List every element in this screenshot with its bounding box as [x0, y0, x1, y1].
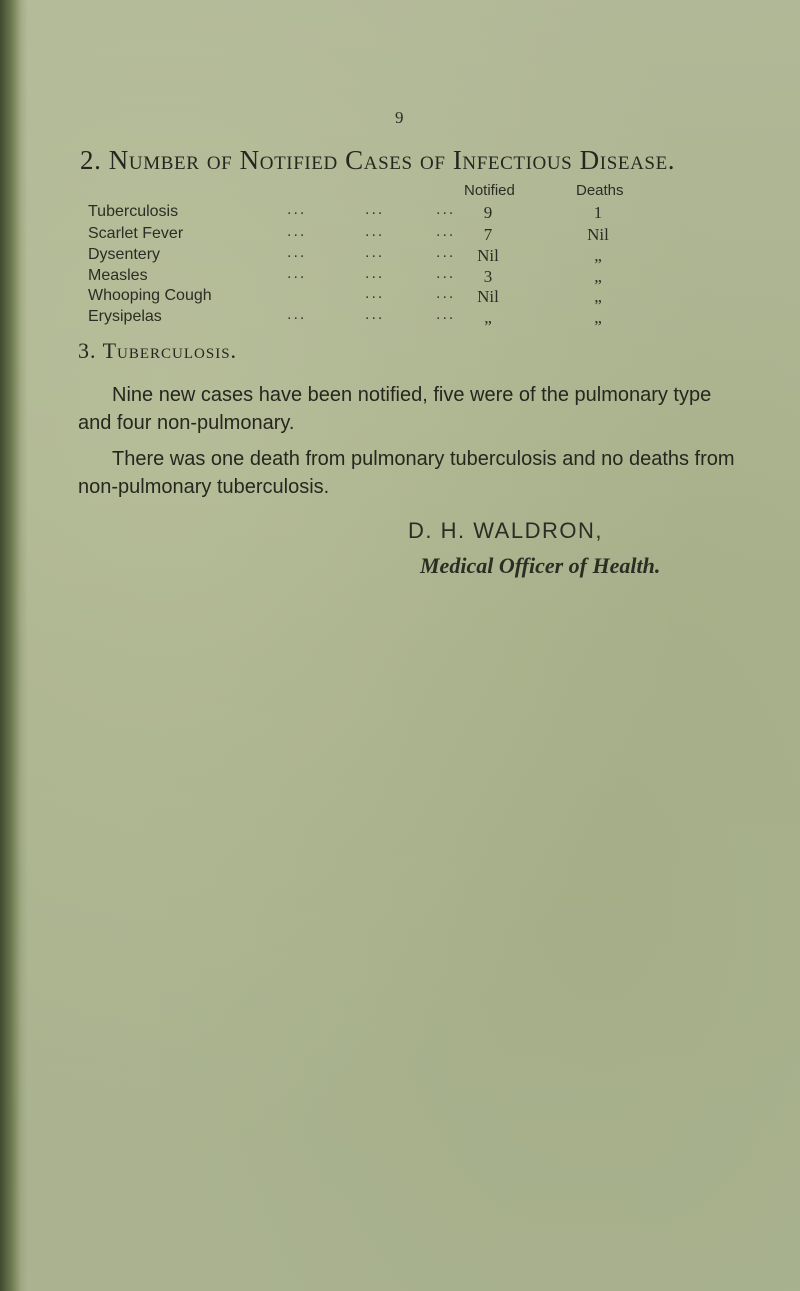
section-3-heading: 3. Tuberculosis. [78, 338, 238, 363]
page-binding-edge [0, 0, 28, 1291]
table-row [0, 308, 800, 330]
body-paragraph: Nine new cases have been notified, five were of the pulmonary type and four non-pulmonary. [78, 384, 712, 434]
page-number: 9 [395, 108, 404, 127]
body-paragraph: There was one death from pulmonary tuberculosis and no deaths from non-pulmonary tuberculosis. [78, 448, 735, 498]
dot-leader: ... [365, 223, 385, 240]
deaths-count: „ [594, 246, 602, 265]
disease-name: Scarlet Fever [88, 225, 184, 242]
notified-count: 7 [483, 225, 493, 244]
dot-leader: ... [365, 285, 385, 302]
table-row [0, 267, 800, 289]
dot-leader: ... [287, 223, 307, 240]
dot-leader: ... [287, 201, 307, 218]
deaths-count: „ [594, 267, 602, 286]
signature-title: Medical Officer of Health. [420, 553, 661, 578]
dot-leader: ... [287, 244, 307, 261]
deaths-count: „ [594, 287, 602, 306]
dot-leader: ... [365, 244, 385, 261]
notified-count: „ [484, 308, 492, 327]
signature-name: D. H. WALDRON, [408, 518, 603, 543]
notified-count: 3 [483, 267, 493, 286]
table-row [0, 203, 800, 225]
table-row [0, 287, 800, 309]
table-row [0, 246, 800, 268]
deaths-column-header: Deaths [576, 182, 624, 199]
disease-name: Dysentery [88, 246, 161, 263]
disease-name: Measles [88, 267, 148, 284]
dot-leader: ... [436, 285, 456, 302]
disease-name: Whooping Cough [88, 287, 212, 304]
dot-leader: ... [365, 265, 385, 282]
notified-column-header: Notified [464, 182, 515, 199]
disease-name: Erysipelas [88, 308, 162, 325]
notified-count: Nil [477, 287, 499, 306]
dot-leader: ... [436, 306, 456, 323]
dot-leader: ... [436, 223, 456, 240]
table-row [0, 225, 800, 247]
disease-name: Tuberculosis [88, 203, 179, 220]
deaths-count: 1 [593, 203, 603, 222]
section-2-heading: 2. Number of Notified Cases of Infectious Disease. [80, 145, 676, 175]
dot-leader: ... [436, 244, 456, 261]
deaths-count: „ [594, 308, 602, 327]
dot-leader: ... [365, 306, 385, 323]
notified-count: Nil [477, 246, 499, 265]
deaths-count: Nil [587, 225, 609, 244]
dot-leader: ... [287, 265, 307, 282]
dot-leader: ... [365, 201, 385, 218]
dot-leader: ... [436, 201, 456, 218]
dot-leader: ... [436, 265, 456, 282]
dot-leader: ... [287, 306, 307, 323]
notified-count: 9 [483, 203, 493, 222]
